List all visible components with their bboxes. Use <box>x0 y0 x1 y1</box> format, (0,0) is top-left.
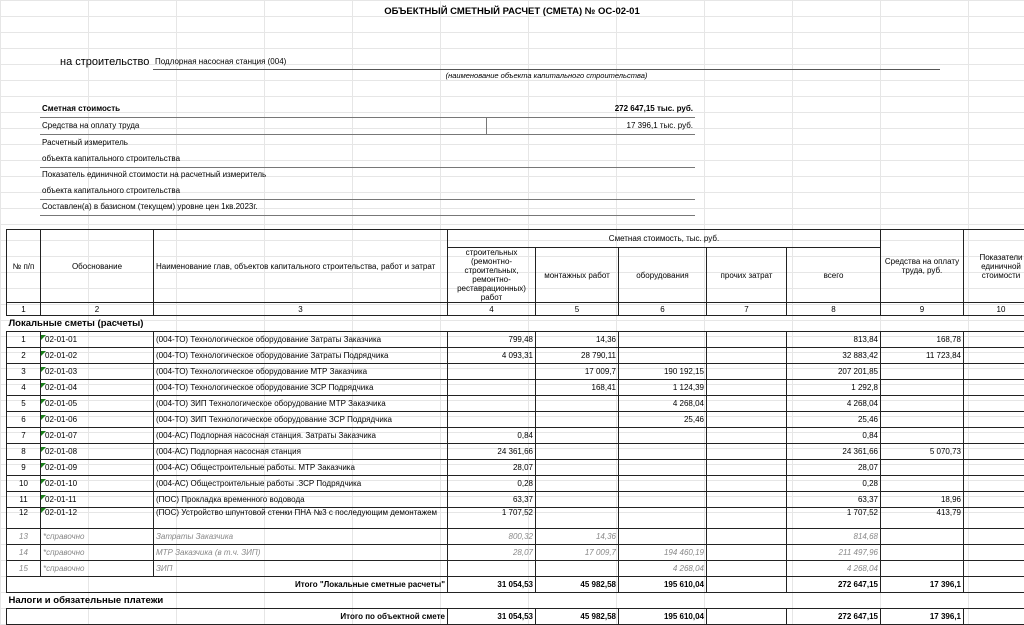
value-cell-c5[interactable]: 14,36 <box>536 529 619 545</box>
total-local-row-c6[interactable]: 195 610,04 <box>619 577 707 593</box>
value-cell-c9[interactable] <box>881 396 964 412</box>
value-cell-c9[interactable]: 18,96 <box>881 492 964 508</box>
header-other[interactable]: прочих затрат <box>707 248 787 303</box>
column-number-cell[interactable]: 5 <box>536 303 619 316</box>
reference-row <box>7 529 1024 545</box>
total-local-row-c10[interactable] <box>964 577 1024 593</box>
header-equipment[interactable]: оборудования <box>619 248 707 303</box>
reference-row <box>7 561 1024 577</box>
value-cell-c9[interactable] <box>881 529 964 545</box>
table-row <box>7 492 1024 508</box>
construction-label: на строительство <box>60 56 149 68</box>
value-cell-c6[interactable]: 194 460,19 <box>619 545 707 561</box>
value-cell-c5[interactable] <box>536 396 619 412</box>
total-local-row-label[interactable]: Итого "Локальные сметные расчеты" <box>7 577 448 593</box>
value-cell-c9[interactable]: 5 070,73 <box>881 444 964 460</box>
value-cell-c5[interactable]: 17 009,7 <box>536 545 619 561</box>
value-cell-c10[interactable] <box>964 412 1024 428</box>
info-row-unit-2[interactable] <box>40 183 695 200</box>
value-cell-c6[interactable]: 4 268,04 <box>619 396 707 412</box>
basis-cell[interactable] <box>41 412 154 428</box>
value-cell-c4[interactable]: 799,48 <box>448 332 536 348</box>
value-cell-c5[interactable]: 28 790,11 <box>536 348 619 364</box>
item-name-cell[interactable]: (004-ТО) Технологическое оборудование Затраты Подрядчика <box>154 348 448 364</box>
value-cell-c8[interactable]: 1 292,8 <box>787 380 881 396</box>
table-row <box>7 460 1024 476</box>
item-name-cell[interactable]: (ПОС) Прокладка временного водовода <box>154 492 448 508</box>
value-cell-c9[interactable] <box>881 412 964 428</box>
total-object-row-c4[interactable]: 31 054,53 <box>448 609 536 625</box>
reference-row <box>7 545 1024 561</box>
item-name-cell[interactable]: (ПОС) Устройство шпунтовой стенки ПНА №3 с последующим демонтажем <box>154 508 448 529</box>
basis-code: 02-01-06 <box>43 415 77 424</box>
header-labor[interactable]: Средства на оплату труда, руб. <box>881 230 964 303</box>
table-row <box>7 380 1024 396</box>
table-row <box>7 348 1024 364</box>
total-object-row <box>7 609 1024 625</box>
row-number-cell[interactable]: 2 <box>7 348 41 364</box>
total-object-row-label[interactable]: Итого по объектной смете <box>7 609 448 625</box>
construction-value[interactable]: Подлорная насосная станция (004) <box>155 57 286 66</box>
basis-cell[interactable] <box>41 332 154 348</box>
basis-code: *справочно <box>43 564 85 573</box>
row-number-cell[interactable]: 12 <box>7 508 41 529</box>
value-cell-c10[interactable] <box>964 476 1024 492</box>
value-cell-c8[interactable]: 814,68 <box>787 529 881 545</box>
total-local-row-c7[interactable] <box>707 577 787 593</box>
basis-code: 02-01-07 <box>43 431 77 440</box>
value-cell-c7[interactable] <box>707 396 787 412</box>
basis-code: 02-01-01 <box>43 335 77 344</box>
value-cell-c6[interactable] <box>619 348 707 364</box>
item-name-cell[interactable]: (004-АС) Общестроительные работы. МТР Заказчика <box>154 460 448 476</box>
table-row <box>7 444 1024 460</box>
info-row-unit-1[interactable] <box>40 167 695 183</box>
value-cell-c10[interactable] <box>964 364 1024 380</box>
value-cell-c4[interactable] <box>448 412 536 428</box>
value-cell-c6[interactable]: 4 268,04 <box>619 561 707 577</box>
labor-label: Средства на оплату труда <box>42 121 139 130</box>
estimate-table <box>6 229 1024 625</box>
row-number-cell[interactable]: 7 <box>7 428 41 444</box>
value-cell-c10[interactable] <box>964 348 1024 364</box>
basis-code: 02-01-02 <box>43 351 77 360</box>
value-cell-c7[interactable] <box>707 508 787 529</box>
value-cell-c5[interactable]: 14,36 <box>536 332 619 348</box>
row-number-cell[interactable]: 5 <box>7 396 41 412</box>
value-cell-c4[interactable]: 28,07 <box>448 545 536 561</box>
value-cell-c4[interactable] <box>448 380 536 396</box>
value-cell-c6[interactable] <box>619 529 707 545</box>
unit-label-1: Показатель единичной стоимости на расчетный измеритель <box>42 170 266 179</box>
value-cell-c7[interactable] <box>707 348 787 364</box>
item-name-cell[interactable]: (004-ТО) Технологическое оборудование МТР Заказчика <box>154 364 448 380</box>
value-cell-c5[interactable] <box>536 561 619 577</box>
table-row <box>7 476 1024 492</box>
basis-cell[interactable] <box>41 529 154 545</box>
labor-value: 17 396,1 тыс. руб. <box>627 121 693 130</box>
row-number-cell[interactable]: 13 <box>7 529 41 545</box>
column-number-cell[interactable]: 10 <box>964 303 1024 316</box>
header-num[interactable]: № п/п <box>7 230 41 303</box>
value-cell-c4[interactable]: 28,07 <box>448 460 536 476</box>
total-object-row-c8[interactable]: 272 647,15 <box>787 609 881 625</box>
section-local-title[interactable]: Локальные сметы (расчеты) <box>7 316 1024 332</box>
column-number-cell[interactable]: 8 <box>787 303 881 316</box>
basis-code: 02-01-09 <box>43 463 77 472</box>
basis-code: 02-01-12 <box>43 508 77 517</box>
value-cell-c8[interactable]: 813,84 <box>787 332 881 348</box>
value-cell-c6[interactable] <box>619 476 707 492</box>
value-cell-c4[interactable]: 0,84 <box>448 428 536 444</box>
value-cell-c6[interactable] <box>619 332 707 348</box>
item-name-cell[interactable]: (004-ТО) ЗИП Технологическое оборудование МТР Заказчика <box>154 396 448 412</box>
column-number-cell[interactable]: 6 <box>619 303 707 316</box>
value-cell-c7[interactable] <box>707 476 787 492</box>
value-cell-c6[interactable] <box>619 428 707 444</box>
total-local-row <box>7 577 1024 593</box>
value-cell-c7[interactable] <box>707 412 787 428</box>
value-cell-c6[interactable] <box>619 508 707 529</box>
row-number-cell[interactable]: 9 <box>7 460 41 476</box>
row-number-cell[interactable]: 3 <box>7 364 41 380</box>
value-cell-c7[interactable] <box>707 460 787 476</box>
value-cell-c8[interactable]: 4 268,04 <box>787 561 881 577</box>
row-number-cell[interactable]: 11 <box>7 492 41 508</box>
value-cell-c9[interactable] <box>881 545 964 561</box>
total-local-row-c5[interactable]: 45 982,58 <box>536 577 619 593</box>
basis-cell[interactable] <box>41 561 154 577</box>
value-cell-c5[interactable] <box>536 444 619 460</box>
header-basis[interactable]: Обоснование <box>41 230 154 303</box>
basis-cell[interactable] <box>41 428 154 444</box>
value-cell-c10[interactable] <box>964 460 1024 476</box>
info-row-meter-2[interactable] <box>40 151 695 168</box>
value-cell-c10[interactable] <box>964 492 1024 508</box>
basis-cell[interactable] <box>41 348 154 364</box>
value-cell-c4[interactable]: 63,37 <box>448 492 536 508</box>
column-number-cell[interactable]: 4 <box>448 303 536 316</box>
header-name[interactable]: Наименование глав, объектов капитального строительства, работ и затрат <box>154 230 448 303</box>
item-name-cell[interactable]: (004-АС) Подлорная насосная станция. Затраты Заказчика <box>154 428 448 444</box>
value-cell-c5[interactable] <box>536 492 619 508</box>
value-cell-c8[interactable]: 24 361,66 <box>787 444 881 460</box>
value-cell-c8[interactable]: 0,28 <box>787 476 881 492</box>
value-cell-c4[interactable]: 1 707,52 <box>448 508 536 529</box>
column-number-cell[interactable]: 7 <box>707 303 787 316</box>
value-cell-c10[interactable] <box>964 529 1024 545</box>
row-number-cell[interactable]: 8 <box>7 444 41 460</box>
value-cell-c10[interactable] <box>964 380 1024 396</box>
table-row <box>7 428 1024 444</box>
column-number-cell[interactable]: 2 <box>41 303 154 316</box>
value-cell-c8[interactable]: 207 201,85 <box>787 364 881 380</box>
header-total[interactable]: всего <box>787 248 881 303</box>
section-taxes-title[interactable]: Налоги и обязательные платежи <box>7 593 1024 609</box>
value-cell-c8[interactable]: 4 268,04 <box>787 396 881 412</box>
value-cell-c9[interactable]: 168,78 <box>881 332 964 348</box>
column-number-row <box>7 303 1024 316</box>
value-cell-c9[interactable]: 413,79 <box>881 508 964 529</box>
value-cell-c6[interactable]: 190 192,15 <box>619 364 707 380</box>
value-cell-c4[interactable]: 4 093,31 <box>448 348 536 364</box>
row-number-cell[interactable]: 10 <box>7 476 41 492</box>
row-number-cell[interactable]: 6 <box>7 412 41 428</box>
value-cell-c6[interactable]: 1 124,39 <box>619 380 707 396</box>
basis-code: 02-01-11 <box>43 495 76 504</box>
value-cell-c4[interactable] <box>448 364 536 380</box>
basis-code: 02-01-03 <box>43 367 77 376</box>
unit-label-2: объекта капитального строительства <box>42 186 180 195</box>
basis-cell[interactable] <box>41 476 154 492</box>
total-local-row-c9[interactable]: 17 396,1 <box>881 577 964 593</box>
value-cell-c9[interactable] <box>881 380 964 396</box>
value-cell-c9[interactable] <box>881 476 964 492</box>
section-taxes <box>7 593 1024 609</box>
section-local-estimates <box>7 316 1024 332</box>
value-cell-c10[interactable] <box>964 444 1024 460</box>
item-name-cell[interactable]: (004-АС) Общестроительные работы .ЗСР Подрядчика <box>154 476 448 492</box>
header-cost-group[interactable]: Сметная стоимость, тыс. руб. <box>448 230 881 248</box>
item-name-cell[interactable]: МТР Заказчика (в т.ч. ЗИП) <box>154 545 448 561</box>
value-cell-c5[interactable] <box>536 460 619 476</box>
row-number-cell[interactable]: 4 <box>7 380 41 396</box>
value-cell-c5[interactable] <box>536 428 619 444</box>
value-cell-c7[interactable] <box>707 428 787 444</box>
cost-label: Сметная стоимость <box>42 104 120 113</box>
value-cell-c6[interactable] <box>619 460 707 476</box>
value-cell-c5[interactable] <box>536 508 619 529</box>
column-number-cell[interactable]: 3 <box>154 303 448 316</box>
value-cell-c8[interactable]: 25,46 <box>787 412 881 428</box>
value-cell-c7[interactable] <box>707 545 787 561</box>
basis-cell[interactable] <box>41 444 154 460</box>
item-name-cell[interactable]: (004-ТО) ЗИП Технологическое оборудование ЗСР Подрядчика <box>154 412 448 428</box>
item-name-cell[interactable]: Затраты Заказчика <box>154 529 448 545</box>
value-cell-c6[interactable] <box>619 492 707 508</box>
value-cell-c6[interactable]: 25,46 <box>619 412 707 428</box>
table-row <box>7 332 1024 348</box>
basis-cell[interactable] <box>41 545 154 561</box>
basis-code: 02-01-04 <box>43 383 77 392</box>
basis-cell[interactable] <box>41 460 154 476</box>
value-cell-c7[interactable] <box>707 444 787 460</box>
value-cell-c8[interactable]: 1 707,52 <box>787 508 881 529</box>
total-object-row-c7[interactable] <box>707 609 787 625</box>
value-cell-c8[interactable]: 32 883,42 <box>787 348 881 364</box>
info-row-level[interactable] <box>40 199 695 216</box>
value-cell-c10[interactable] <box>964 396 1024 412</box>
basis-code: *справочно <box>43 532 85 541</box>
basis-cell[interactable] <box>41 396 154 412</box>
total-object-row-c5[interactable]: 45 982,58 <box>536 609 619 625</box>
table-row <box>7 508 1024 529</box>
value-cell-c10[interactable] <box>964 508 1024 529</box>
table-row <box>7 364 1024 380</box>
value-cell-c10[interactable] <box>964 545 1024 561</box>
basis-code: *справочно <box>43 548 85 557</box>
value-cell-c5[interactable]: 168,41 <box>536 380 619 396</box>
value-cell-c9[interactable] <box>881 364 964 380</box>
table-row <box>7 412 1024 428</box>
table-row <box>7 396 1024 412</box>
value-cell-c8[interactable]: 0,84 <box>787 428 881 444</box>
basis-code: 02-01-08 <box>43 447 77 456</box>
info-row-meter-1[interactable] <box>40 135 695 151</box>
basis-code: 02-01-05 <box>43 399 77 408</box>
column-number-cell[interactable]: 9 <box>881 303 964 316</box>
value-cell-c10[interactable] <box>964 561 1024 577</box>
value-cell-c9[interactable] <box>881 428 964 444</box>
page-title: ОБЪЕКТНЫЙ СМЕТНЫЙ РАСЧЕТ (СМЕТА) № ОС-02-01 <box>0 6 1024 17</box>
value-cell-c9[interactable]: 11 723,84 <box>881 348 964 364</box>
value-cell-c7[interactable] <box>707 492 787 508</box>
value-cell-c8[interactable]: 211 497,96 <box>787 545 881 561</box>
value-cell-c9[interactable] <box>881 460 964 476</box>
row-number-cell[interactable]: 15 <box>7 561 41 577</box>
total-object-row-c9[interactable]: 17 396,1 <box>881 609 964 625</box>
value-cell-c7[interactable] <box>707 364 787 380</box>
meter-label-1: Расчетный измеритель <box>42 138 128 147</box>
value-cell-c10[interactable] <box>964 428 1024 444</box>
construction-hint: (наименование объекта капитального строительства) <box>153 71 940 80</box>
value-cell-c7[interactable] <box>707 529 787 545</box>
total-object-row-c6[interactable]: 195 610,04 <box>619 609 707 625</box>
header-indicators[interactable]: Показатели единичной стоимости <box>964 230 1024 303</box>
value-cell-c7[interactable] <box>707 561 787 577</box>
value-cell-c9[interactable] <box>881 561 964 577</box>
value-cell-c8[interactable]: 28,07 <box>787 460 881 476</box>
item-name-cell[interactable]: (004-АС) Подлорная насосная станция <box>154 444 448 460</box>
item-name-cell[interactable]: (004-ТО) Технологическое оборудование ЗСР Подрядчика <box>154 380 448 396</box>
basis-cell[interactable] <box>41 380 154 396</box>
basis-cell[interactable] <box>41 492 154 508</box>
info-row-labor[interactable] <box>40 118 695 135</box>
total-local-row-c4[interactable]: 31 054,53 <box>448 577 536 593</box>
value-cell-c4[interactable]: 24 361,66 <box>448 444 536 460</box>
total-object-row-c10[interactable] <box>964 609 1024 625</box>
value-cell-c4[interactable] <box>448 561 536 577</box>
item-name-cell[interactable]: ЗИП <box>154 561 448 577</box>
value-cell-c4[interactable] <box>448 396 536 412</box>
value-cell-c4[interactable]: 800,32 <box>448 529 536 545</box>
row-number-cell[interactable]: 14 <box>7 545 41 561</box>
value-cell-c5[interactable]: 17 009,7 <box>536 364 619 380</box>
basis-cell[interactable] <box>41 364 154 380</box>
value-cell-c6[interactable] <box>619 444 707 460</box>
construction-underline <box>153 69 940 70</box>
value-cell-c7[interactable] <box>707 380 787 396</box>
column-number-cell[interactable]: 1 <box>7 303 41 316</box>
info-row-cost[interactable] <box>40 101 695 118</box>
cost-value: 272 647,15 тыс. руб. <box>615 104 693 113</box>
value-cell-c8[interactable]: 63,37 <box>787 492 881 508</box>
basis-code: 02-01-10 <box>43 479 77 488</box>
value-cell-c10[interactable] <box>964 332 1024 348</box>
row-number-cell[interactable]: 1 <box>7 332 41 348</box>
meter-label-2: объекта капитального строительства <box>42 154 180 163</box>
header-construction[interactable]: строительных (ремонтно-строительных, ремонтно- реставрационных) работ <box>448 248 536 303</box>
total-local-row-c8[interactable]: 272 647,15 <box>787 577 881 593</box>
price-level-label: Составлен(а) в базисном (текущем) уровне цен 1кв.2023г. <box>42 202 258 211</box>
item-name-cell[interactable]: (004-ТО) Технологическое оборудование Затраты Заказчика <box>154 332 448 348</box>
header-mounting[interactable]: монтажных работ <box>536 248 619 303</box>
value-cell-c5[interactable] <box>536 412 619 428</box>
value-cell-c4[interactable]: 0,28 <box>448 476 536 492</box>
basis-cell[interactable] <box>41 508 154 529</box>
value-cell-c5[interactable] <box>536 476 619 492</box>
value-cell-c7[interactable] <box>707 332 787 348</box>
